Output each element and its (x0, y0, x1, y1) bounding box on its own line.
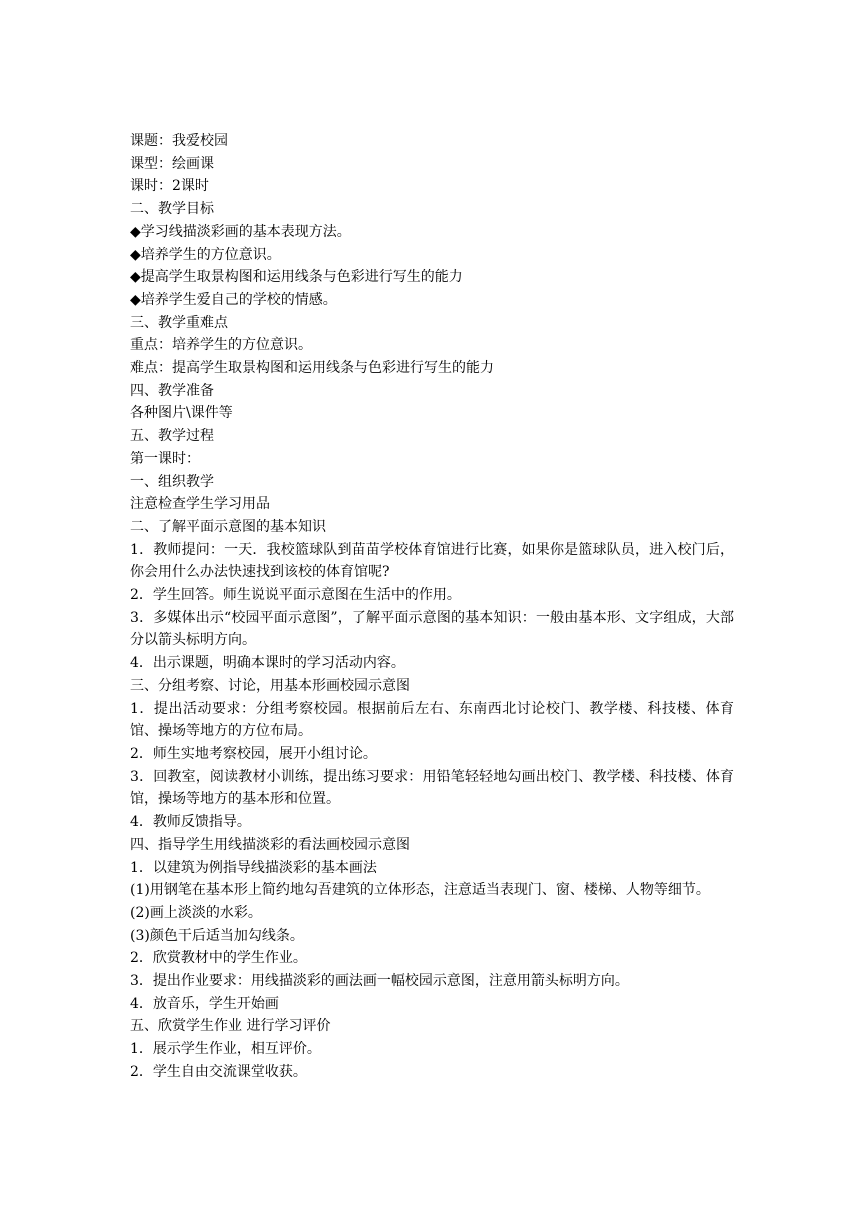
step-item: 2．欣赏教材中的学生作业。 (130, 950, 307, 967)
difficulty-point: 难点：提高学生取景构图和运用线条与色彩进行写生的能力 (130, 360, 494, 377)
lesson-title: 课题：我爱校园 (130, 133, 228, 149)
preparation-text: 各种图片\课件等 (130, 405, 233, 422)
step-item: 2．学生回答。师生说说平面示意图在生活中的作用。 (130, 587, 461, 604)
sub-step-item: (3)颜色干后适当加勾线条。 (130, 927, 304, 944)
step-heading: 一、组织教学 (130, 473, 214, 490)
document-body (130, 130, 734, 1084)
section-heading-key-points: 三、教学重难点 (130, 314, 228, 331)
step-item: 4．放音乐，学生开始画 (130, 995, 279, 1012)
sub-step-item: (1)用钢笔在基本形上简约地勾吾建筑的立体形态，注意适当表现门、窗、楼梯、人物等细节。 (130, 882, 710, 899)
section-heading-preparation: 四、教学准备 (130, 382, 214, 399)
objective-item: ◆培养学生的方位意识。 (130, 246, 281, 263)
step-text: 注意检查学生学习用品 (130, 496, 270, 513)
step-item: 1．教师提问：一天．我校篮球队到苗苗学校体育馆进行比赛，如果你是篮球队员，进入校门后，你会用什么办法快速找到该校的体育馆呢? (130, 541, 734, 581)
step-heading: 三、分组考察、讨论，用基本形画校园示意图 (130, 677, 410, 694)
step-item: 1．提出活动要求：分组考察校园。根据前后左右、东南西北讨论校门、教学楼、科技楼、体育馆、操场等地方的方位布局。 (130, 700, 734, 740)
step-item: 3．提出作业要求：用线描淡彩的画法画一幅校园示意图，注意用箭头标明方向。 (130, 973, 629, 990)
step-item: 4．教师反馈指导。 (130, 814, 251, 831)
key-point: 重点：培养学生的方位意识。 (130, 337, 312, 354)
step-item: 2．师生实地考察校园，展开小组讨论。 (130, 745, 377, 762)
objective-item: ◆学习线描淡彩画的基本表现方法。 (130, 223, 351, 240)
step-item: 3．多媒体出示“校园平面示意图”，了解平面示意图的基本知识：一般由基本形、文字组成，大部分以箭头标明方向。 (130, 609, 734, 649)
step-item: 2．学生自由交流课堂收获。 (130, 1063, 307, 1080)
step-heading: 二、了解平面示意图的基本知识 (130, 518, 326, 535)
section-heading-objectives: 二、教学目标 (130, 201, 214, 218)
sub-step-item: (2)画上淡淡的水彩。 (130, 904, 262, 921)
first-lesson-label: 第一课时： (130, 450, 200, 467)
lesson-type: 课型：绘画课 (130, 155, 214, 172)
step-heading: 四、指导学生用线描淡彩的看法画校园示意图 (130, 836, 410, 853)
step-heading: 五、欣赏学生作业 进行学习评价 (130, 1018, 331, 1035)
objective-item: ◆培养学生爱自己的学校的情感。 (130, 291, 337, 308)
step-item: 4．出示课题，明确本课时的学习活动内容。 (130, 655, 405, 672)
step-item: 1．展示学生作业，相互评价。 (130, 1041, 321, 1058)
step-item: 3．回教室，阅读教材小训练，提出练习要求：用铅笔轻轻地勾画出校门、教学楼、科技楼、体育馆，操场等地方的基本形和位置。 (130, 768, 734, 808)
lesson-hours: 课时：2课时 (130, 178, 209, 195)
step-item: 1．以建筑为例指导线描淡彩的基本画法 (130, 859, 377, 876)
section-heading-process: 五、教学过程 (130, 428, 214, 445)
objective-item: ◆提高学生取景构图和运用线条与色彩进行写生的能力 (130, 269, 463, 286)
